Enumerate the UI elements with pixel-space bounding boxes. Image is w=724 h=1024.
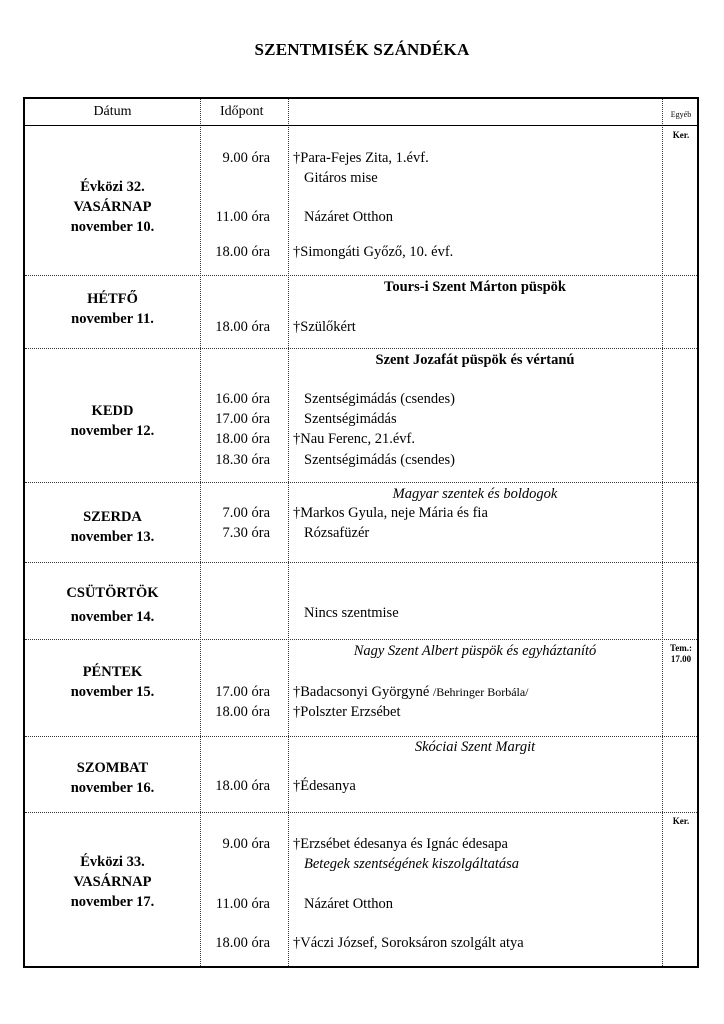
intention: Szentségimádás (csendes) <box>304 452 455 468</box>
intention: †Szülőkért <box>293 319 356 335</box>
day-label: SZOMBAT november 16. <box>70 760 155 796</box>
day-label: HÉTFŐ november 11. <box>71 291 154 327</box>
mass-time: 18.30 óra <box>215 452 270 468</box>
feast-title: Skóciai Szent Margit <box>414 739 536 755</box>
feast-title: Nagy Szent Albert püspök és egyháztanító <box>353 643 597 659</box>
row-divider <box>25 639 697 640</box>
intention: †Badacsonyi Györgyné /Behringer Borbála/ <box>293 684 529 700</box>
row-divider <box>25 482 697 483</box>
day-label: KEDD november 12. <box>70 403 155 439</box>
header-time: Időpont <box>220 104 264 119</box>
note-badge: Ker. <box>672 130 690 140</box>
mass-time: 7.00 óra <box>222 505 270 521</box>
note-badge: Ker. <box>672 816 690 826</box>
intention: †Markos Gyula, neje Mária és fia <box>293 505 488 521</box>
row-divider <box>25 562 697 563</box>
intention: †Para-Fejes Zita, 1.évf. <box>293 150 429 166</box>
intention: Betegek szentségének kiszolgáltatása <box>304 856 520 872</box>
column-divider <box>288 99 289 966</box>
row-divider <box>25 812 697 813</box>
column-divider <box>662 99 663 966</box>
header-other: Egyéb <box>670 110 692 119</box>
feast-title: Tours-i Szent Márton püspök <box>384 279 566 295</box>
mass-time: 18.00 óra <box>215 704 270 720</box>
intention: Szentségimádás (csendes) <box>304 391 455 407</box>
mass-time: 18.00 óra <box>215 431 270 447</box>
mass-time: 7.30 óra <box>222 525 270 541</box>
day-label: Évközi 33. VASÁRNAP november 17. <box>70 854 155 910</box>
intention: Szentségimádás <box>304 411 397 427</box>
intention: †Erzsébet édesanya és Ignác édesapa <box>293 836 508 852</box>
row-divider <box>25 348 697 349</box>
intention: †Simongáti Győző, 10. évf. <box>293 244 454 260</box>
row-divider <box>25 736 697 737</box>
mass-time: 18.00 óra <box>215 778 270 794</box>
intention: †Váczi József, Soroksáron szolgált atya <box>293 935 524 951</box>
day-label: SZERDA november 13. <box>70 509 155 545</box>
mass-time: 18.00 óra <box>215 935 270 951</box>
mass-intentions-table <box>23 97 699 968</box>
mass-time: 16.00 óra <box>215 391 270 407</box>
intention: †Édesanya <box>293 778 356 794</box>
mass-time: 9.00 óra <box>222 150 270 166</box>
day-label: PÉNTEK november 15. <box>70 664 155 700</box>
header-divider <box>25 125 697 126</box>
feast-title: Szent Jozafát püspök és vértanú <box>375 352 575 368</box>
header-date: Dátum <box>93 104 132 119</box>
row-divider <box>25 275 697 276</box>
mass-time: 18.00 óra <box>215 319 270 335</box>
intention: †Polszter Erzsébet <box>293 704 401 720</box>
intention: Nincs szentmise <box>304 605 399 621</box>
intention: Gitáros mise <box>304 170 378 186</box>
intention: †Nau Ferenc, 21.évf. <box>293 431 415 447</box>
page-title: SZENTMISÉK SZÁNDÉKA <box>254 40 470 59</box>
mass-time: 9.00 óra <box>222 836 270 852</box>
mass-time: 11.00 óra <box>215 209 270 225</box>
intention: Názáret Otthon <box>304 209 393 225</box>
mass-time: 17.00 óra <box>215 684 270 700</box>
note-badge: Tem.: 17.00 <box>670 643 692 664</box>
intention: Názáret Otthon <box>304 896 393 912</box>
day-label: CSÜTÖRTÖK november 14. <box>66 585 159 625</box>
mass-time: 17.00 óra <box>215 411 270 427</box>
mass-time: 11.00 óra <box>215 896 270 912</box>
intention: Rózsafüzér <box>304 525 370 541</box>
mass-time: 18.00 óra <box>215 244 270 260</box>
day-label: Évközi 32. VASÁRNAP november 10. <box>70 179 155 235</box>
feast-title: Magyar szentek és boldogok <box>392 486 558 502</box>
